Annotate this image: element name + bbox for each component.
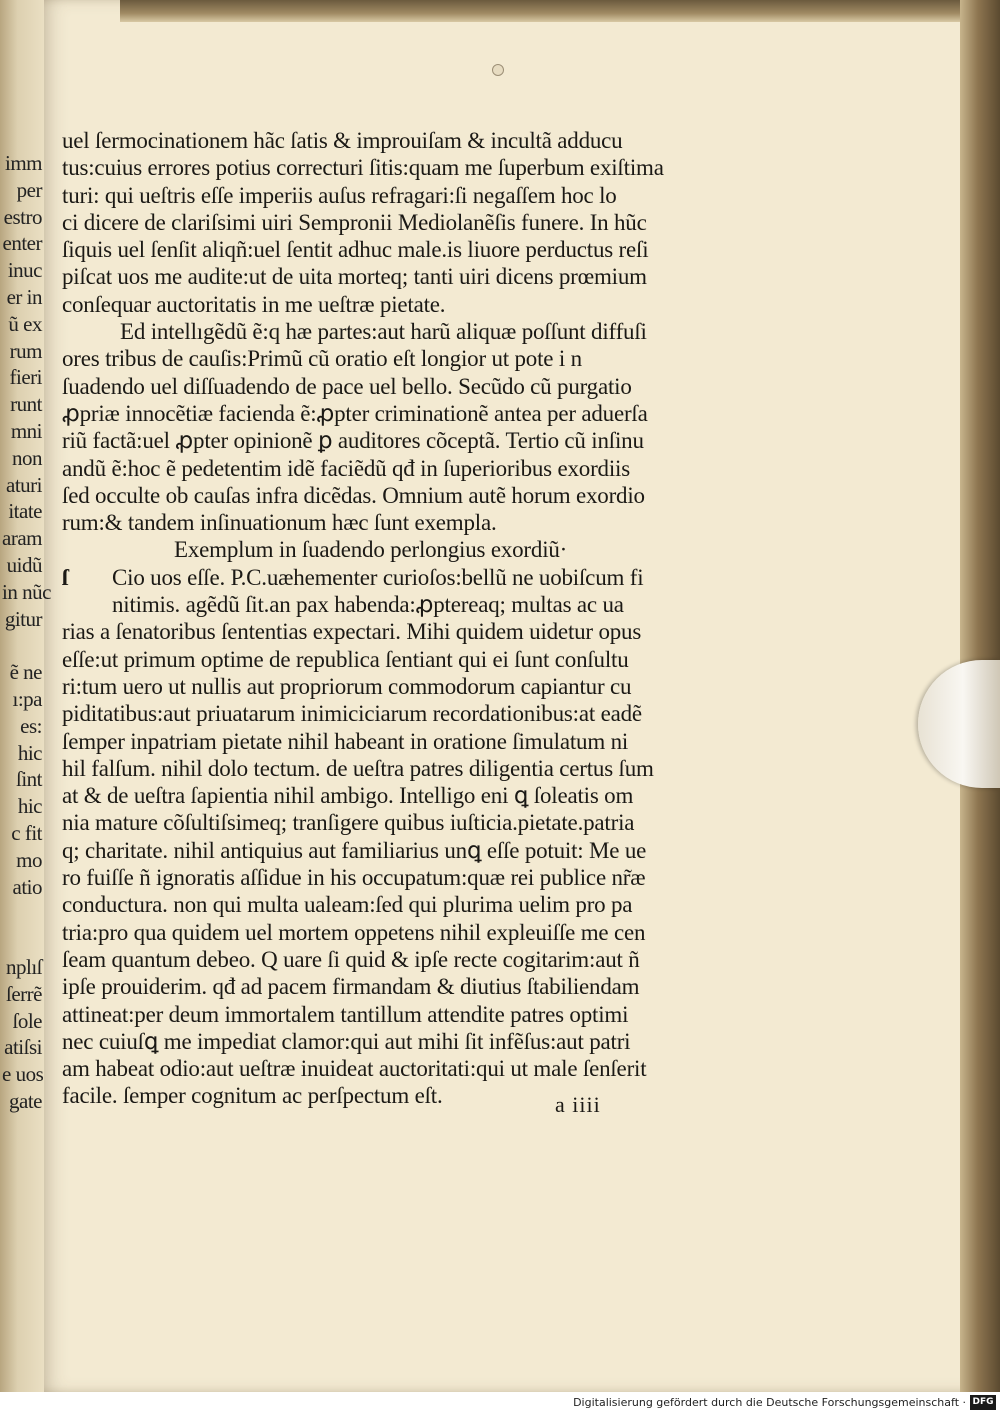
text-line: ipſe prouiderim. qđ ad pacem firmandam & diutius ſtabiliendam xyxy=(62,974,640,1000)
left-page-fragment: e uos xyxy=(2,1062,44,1087)
left-page-fragment: ſole xyxy=(12,1008,42,1033)
left-page-fragment xyxy=(2,900,42,927)
left-page-fragment: gate xyxy=(9,1088,42,1113)
text-line: nitimis. agẽdũ ſit.an pax habenda:ꝓptereaq; multas ac ua xyxy=(112,592,624,618)
text-line: ri:tum uero ut nullis aut propriorum commodorum capiantur cu xyxy=(62,673,632,699)
left-page-fragment: itate xyxy=(8,499,42,524)
text-line: nia mature cõſultiſsimeq; tranſigere quibus iuſticia.pietate.patria xyxy=(62,810,635,836)
signature-mark: a iiii xyxy=(555,1092,601,1117)
text-line: ſemper inpatriam pietate nihil habeant in oratione ſimulatum ni xyxy=(62,728,629,754)
text-line: am habeat odio:aut ueſtræ inuideat auctoritati:qui ut male ſenſerit xyxy=(62,1056,647,1082)
text-line: q; charitate. nihil antiquius aut familiarius unꝗ eſſe potuit: Me ue xyxy=(62,837,647,863)
text-line: ꝓpriæ innocẽtiæ facienda ẽ:ꝓpter criminationẽ antea per aduerſa xyxy=(62,400,648,426)
text-line: ci dicere de clariſsimi uiri Sempronii Mediolanẽſis funere. In hũc xyxy=(62,209,647,235)
text-line: tus:cuius errores potius correcturi ſitis:quam me ſuperbum exiſtima xyxy=(62,155,664,181)
left-page-fragment: es: xyxy=(20,713,42,738)
paragraph-1 xyxy=(62,127,924,318)
left-page-fragment: aram xyxy=(2,526,42,551)
text-line: conſequar auctoritatis in me ueſtræ pietate. xyxy=(62,291,446,317)
text-line: Ed intellıgẽdũ ẽ:q hæ partes:aut harũ aliquæ poſſunt diffuſi xyxy=(120,319,647,345)
left-page-fragment: gitur xyxy=(4,606,42,631)
text-line: piſcat uos me audite:ut de uita morteq; tanti uiri dicens prœmium xyxy=(62,264,647,290)
left-page-fragment: hic xyxy=(17,794,42,819)
left-page-fragment: fieri xyxy=(9,365,42,390)
text-line: turi: qui ueſtris eſſe imperiis auſus refragari:ſi negaſſem hoc lo xyxy=(62,182,617,208)
left-page-fragment: hic xyxy=(17,740,42,765)
text-line: nec cuiuſꝗ me impediat clamor:qui aut mihi ſit infẽſus:aut patri xyxy=(62,1028,631,1054)
text-line: ores tribus de cauſis:Primũ cũ oratio eſt longior ut pote i n xyxy=(62,346,582,372)
text-line: ſiquis uel ſenſit aliqñ:uel ſentit adhuc male.is liuore perductus reſi xyxy=(62,237,649,263)
left-page-fragment: ũ ex xyxy=(8,311,42,336)
left-page-fragment: nplıſ xyxy=(5,954,42,979)
left-page-fragment: atiſsi xyxy=(4,1035,42,1060)
left-page-strip xyxy=(0,0,51,1392)
dfg-logo: DFG xyxy=(970,1395,996,1410)
text-line: conductura. non qui multa ualeam:ſed qui plurima uelim pro pa xyxy=(62,892,633,918)
text-line: riũ factã:uel ꝓpter opinionẽ ꝑ auditores cõceptã. Tertio cũ inſinu xyxy=(62,428,644,454)
left-page-fragment: mni xyxy=(10,418,42,443)
text-line: ro fuiſſe ñ ignoratis aſſidue in his occupatum:quæ rei publice nr̃æ xyxy=(62,865,646,891)
text-line: eſſe:ut primum optime de republica ſentiant qui ei ſunt conſultu xyxy=(62,646,629,672)
text-line: ſeam quantum debeo. Q uare ſi quid & ipſe recte cogitarim:aut ñ xyxy=(62,946,640,972)
text-line: at & de ueſtra ſapientia nihil ambigo. Intelligo eni ꝗ ſoleatis om xyxy=(62,783,634,809)
footer-bar xyxy=(0,1392,1000,1414)
left-page-fragment: in nũc xyxy=(2,579,51,604)
pinhole-mark xyxy=(492,64,504,76)
left-page-fragment: rum xyxy=(9,338,42,363)
paragraph-3 xyxy=(62,591,924,1110)
text-line: ſuadendo uel diſſuadendo de pace uel bello. Secũdo cũ purgatio xyxy=(62,373,632,399)
first-line-text: Cio uos eſſe. P.C.uæhementer curioſos:bellũ ne uobiſcum fi xyxy=(112,564,644,590)
initial-letter: ſ xyxy=(62,564,69,590)
left-page-fragment xyxy=(2,927,42,954)
left-page-fragment: ſint xyxy=(15,767,42,792)
text-line: uel ſermocinationem hãc ſatis & improuiſam & incultã adducu xyxy=(62,128,623,153)
text-line: tria:pro qua quidem uel mortem oppetens nihil expleuiſſe me cen xyxy=(62,919,646,945)
left-page-fragment: er in xyxy=(6,284,42,309)
left-page-fragment: ı:pa xyxy=(12,686,42,711)
footer-credit: Digitalisierung gefördert durch die Deutsche Forschungsgemeinschaft · xyxy=(573,1396,966,1409)
left-page-fragment: uidũ xyxy=(6,552,42,577)
left-page-fragment: inuc xyxy=(7,258,42,283)
text-line: piditatibus:aut priuatarum inimiciciarum recordationibus:at eadẽ xyxy=(62,701,642,727)
text-line: facile. ſemper cognitum ac perſpectum eſt. xyxy=(62,1083,443,1109)
left-page-fragment: enter xyxy=(2,231,42,256)
left-page-fragment: per xyxy=(16,177,42,202)
left-page-fragment: imm xyxy=(4,151,42,175)
page-top-edge xyxy=(120,0,980,22)
left-page-fragment: non xyxy=(12,445,42,470)
left-page-fragment: atio xyxy=(12,874,42,899)
left-page-fragment: mo xyxy=(16,847,42,872)
left-page-fragment: ẽ ne xyxy=(9,660,42,685)
left-page-fragment: estro xyxy=(3,204,42,229)
printed-text xyxy=(62,127,924,1110)
left-page-fragment: ſerrẽ xyxy=(6,981,42,1006)
left-page-fragment: c fit xyxy=(11,820,42,845)
paragraph-2 xyxy=(62,318,924,536)
text-line: andũ ẽ:hoc ẽ pedetentim idẽ faciẽdũ qđ in ſuperioribus exordiis xyxy=(62,455,630,481)
left-page-fragment: runt xyxy=(10,392,42,417)
text-line: attineat:per deum immortalem tantillum attendite patres optimi xyxy=(62,1001,629,1027)
left-page-fragment xyxy=(2,632,42,659)
initial-line xyxy=(62,564,924,591)
text-line: hil falſum. nihil dolo tectum. de ueſtra patres diligentia certus ſum xyxy=(62,755,654,781)
left-page-fragment: aturi xyxy=(6,472,42,497)
text-line: rias a ſenatoribus ſententias expectari. Mihi quidem uidetur opus xyxy=(62,619,642,645)
section-heading: Exemplum in ſuadendo perlongius exordiũ· xyxy=(174,537,568,563)
text-line: rum:& tandem inſinuationum hæc ſunt exempla. xyxy=(62,510,497,536)
left-page-fragments xyxy=(2,150,51,1115)
text-line: ſed occulte ob cauſas infra dicẽdas. Omnium autẽ horum exordio xyxy=(62,482,645,508)
